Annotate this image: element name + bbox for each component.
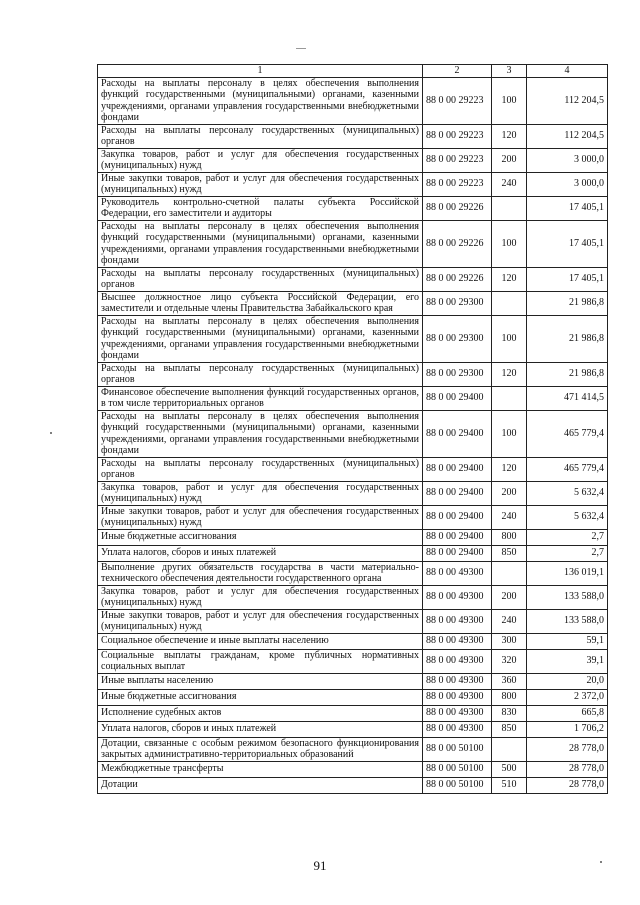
row-vr-cell: 200	[492, 585, 527, 609]
row-code-cell: 88 0 00 29226	[423, 196, 492, 220]
table-row	[98, 585, 608, 609]
row-amount-cell: 133 588,0	[527, 585, 608, 609]
row-code-cell: 88 0 00 29226	[423, 220, 492, 267]
row-amount-cell: 3 000,0	[527, 172, 608, 196]
row-vr-cell: 100	[492, 77, 527, 124]
row-name-cell: Иные бюджетные ассигнования	[98, 689, 423, 705]
row-name-cell: Уплата налогов, сборов и иных платежей	[98, 545, 423, 561]
row-vr-cell	[492, 386, 527, 410]
row-amount-cell: 28 778,0	[527, 777, 608, 793]
table-row	[98, 649, 608, 673]
row-vr-cell: 240	[492, 609, 527, 633]
row-vr-cell: 120	[492, 457, 527, 481]
row-name-cell: Иные закупки товаров, работ и услуг для обеспечения государственных (муниципальных) нужд	[98, 172, 423, 196]
header-col-amount: 4	[527, 65, 608, 78]
row-vr-cell	[492, 737, 527, 761]
row-code-cell: 88 0 00 29400	[423, 481, 492, 505]
row-name-cell: Иные закупки товаров, работ и услуг для обеспечения государственных (муниципальных) нужд	[98, 505, 423, 529]
row-amount-cell: 21 986,8	[527, 291, 608, 315]
row-code-cell: 88 0 00 50100	[423, 777, 492, 793]
table-row	[98, 481, 608, 505]
row-code-cell: 88 0 00 49300	[423, 609, 492, 633]
row-name-cell: Расходы на выплаты персоналу в целях обеспечения выполнения функций государственными (муниципальными) органами, казенными учреждениями, органами управления государственными внебюджетными фондами	[98, 77, 423, 124]
row-code-cell: 88 0 00 29300	[423, 362, 492, 386]
row-amount-cell: 2 372,0	[527, 689, 608, 705]
row-vr-cell: 240	[492, 172, 527, 196]
table-row	[98, 410, 608, 457]
row-vr-cell: 100	[492, 410, 527, 457]
table-row	[98, 673, 608, 689]
scan-mark	[296, 48, 306, 49]
row-name-cell: Закупка товаров, работ и услуг для обеспечения государственных (муниципальных) нужд	[98, 481, 423, 505]
table-row	[98, 77, 608, 124]
row-code-cell: 88 0 00 29400	[423, 505, 492, 529]
row-name-cell: Дотации	[98, 777, 423, 793]
row-vr-cell: 100	[492, 315, 527, 362]
header-col-name: 1	[98, 65, 423, 78]
scan-speck	[50, 432, 52, 434]
row-amount-cell: 21 986,8	[527, 362, 608, 386]
row-amount-cell: 39,1	[527, 649, 608, 673]
table-row	[98, 362, 608, 386]
row-code-cell: 88 0 00 50100	[423, 761, 492, 777]
row-name-cell: Расходы на выплаты персоналу в целях обеспечения выполнения функций государственными (муниципальными) органами, казенными учреждениями, органами управления государственными внебюджетными фондами	[98, 220, 423, 267]
table-row	[98, 386, 608, 410]
row-name-cell: Иные выплаты населению	[98, 673, 423, 689]
row-name-cell: Расходы на выплаты персоналу в целях обеспечения выполнения функций государственными (муниципальными) органами, казенными учреждениями, органами управления государственными внебюджетными фондами	[98, 315, 423, 362]
page-number: 91	[313, 858, 327, 873]
row-code-cell: 88 0 00 29400	[423, 529, 492, 545]
row-code-cell: 88 0 00 49300	[423, 561, 492, 585]
row-vr-cell: 120	[492, 267, 527, 291]
row-amount-cell: 28 778,0	[527, 737, 608, 761]
row-amount-cell: 2,7	[527, 545, 608, 561]
row-name-cell: Уплата налогов, сборов и иных платежей	[98, 721, 423, 737]
table-row	[98, 705, 608, 721]
table-row	[98, 561, 608, 585]
row-code-cell: 88 0 00 29226	[423, 267, 492, 291]
row-vr-cell: 850	[492, 721, 527, 737]
table-row	[98, 505, 608, 529]
table-row	[98, 172, 608, 196]
budget-table	[97, 64, 608, 794]
row-name-cell: Социальное обеспечение и иные выплаты населению	[98, 633, 423, 649]
row-name-cell: Социальные выплаты гражданам, кроме публичных нормативных социальных выплат	[98, 649, 423, 673]
table-row	[98, 609, 608, 633]
row-name-cell: Закупка товаров, работ и услуг для обеспечения государственных (муниципальных) нужд	[98, 148, 423, 172]
row-vr-cell: 360	[492, 673, 527, 689]
table-row	[98, 545, 608, 561]
row-code-cell: 88 0 00 29300	[423, 315, 492, 362]
row-amount-cell: 17 405,1	[527, 220, 608, 267]
row-name-cell: Расходы на выплаты персоналу в целях обеспечения выполнения функций государственными (муниципальными) органами, казенными учреждениями, органами управления государственными внебюджетными фондами	[98, 410, 423, 457]
row-amount-cell: 465 779,4	[527, 457, 608, 481]
row-vr-cell: 120	[492, 362, 527, 386]
row-amount-cell: 28 778,0	[527, 761, 608, 777]
row-vr-cell: 500	[492, 761, 527, 777]
row-code-cell: 88 0 00 49300	[423, 673, 492, 689]
row-vr-cell: 800	[492, 529, 527, 545]
row-amount-cell: 1 706,2	[527, 721, 608, 737]
row-code-cell: 88 0 00 29223	[423, 148, 492, 172]
row-name-cell: Расходы на выплаты персоналу государственных (муниципальных) органов	[98, 457, 423, 481]
row-amount-cell: 471 414,5	[527, 386, 608, 410]
row-name-cell: Иные закупки товаров, работ и услуг для обеспечения государственных (муниципальных) нужд	[98, 609, 423, 633]
row-vr-cell: 120	[492, 124, 527, 148]
row-vr-cell: 850	[492, 545, 527, 561]
table-row	[98, 737, 608, 761]
row-name-cell: Высшее должностное лицо субъекта Российской Федерации, его заместители и отдельные члены Правительства Забайкальского края	[98, 291, 423, 315]
header-col-vr: 3	[492, 65, 527, 78]
row-name-cell: Закупка товаров, работ и услуг для обеспечения государственных (муниципальных) нужд	[98, 585, 423, 609]
row-amount-cell: 665,8	[527, 705, 608, 721]
row-vr-cell: 320	[492, 649, 527, 673]
row-vr-cell: 100	[492, 220, 527, 267]
table-body	[98, 77, 608, 793]
row-amount-cell: 2,7	[527, 529, 608, 545]
row-name-cell: Расходы на выплаты персоналу государственных (муниципальных) органов	[98, 267, 423, 291]
row-vr-cell: 830	[492, 705, 527, 721]
table-row	[98, 220, 608, 267]
row-amount-cell: 59,1	[527, 633, 608, 649]
row-name-cell: Выполнение других обязательств государства в части материально-технического обеспечения деятельности государственного органа	[98, 561, 423, 585]
table-row	[98, 777, 608, 793]
row-name-cell: Расходы на выплаты персоналу государственных (муниципальных) органов	[98, 124, 423, 148]
row-amount-cell: 21 986,8	[527, 315, 608, 362]
row-code-cell: 88 0 00 29400	[423, 410, 492, 457]
table-row	[98, 721, 608, 737]
row-vr-cell: 240	[492, 505, 527, 529]
row-amount-cell: 112 204,5	[527, 124, 608, 148]
row-amount-cell: 3 000,0	[527, 148, 608, 172]
row-amount-cell: 17 405,1	[527, 196, 608, 220]
row-name-cell: Финансовое обеспечение выполнения функций государственных органов, в том числе территориальных органов	[98, 386, 423, 410]
table-row	[98, 457, 608, 481]
row-code-cell: 88 0 00 49300	[423, 721, 492, 737]
row-name-cell: Иные бюджетные ассигнования	[98, 529, 423, 545]
row-code-cell: 88 0 00 49300	[423, 689, 492, 705]
row-code-cell: 88 0 00 29400	[423, 457, 492, 481]
row-name-cell: Исполнение судебных актов	[98, 705, 423, 721]
row-amount-cell: 465 779,4	[527, 410, 608, 457]
row-name-cell: Дотации, связанные с особым режимом безопасного функционирования закрытых административно-территориальных образований	[98, 737, 423, 761]
header-col-code: 2	[423, 65, 492, 78]
row-code-cell: 88 0 00 29300	[423, 291, 492, 315]
table-row	[98, 761, 608, 777]
table-row	[98, 124, 608, 148]
table-header	[98, 65, 608, 78]
table-row	[98, 267, 608, 291]
row-vr-cell: 800	[492, 689, 527, 705]
header-row	[98, 65, 608, 78]
row-code-cell: 88 0 00 29400	[423, 545, 492, 561]
row-code-cell: 88 0 00 50100	[423, 737, 492, 761]
row-amount-cell: 112 204,5	[527, 77, 608, 124]
row-code-cell: 88 0 00 49300	[423, 649, 492, 673]
table-row	[98, 196, 608, 220]
row-code-cell: 88 0 00 29223	[423, 124, 492, 148]
row-code-cell: 88 0 00 49300	[423, 585, 492, 609]
row-name-cell: Межбюджетные трансферты	[98, 761, 423, 777]
row-amount-cell: 133 588,0	[527, 609, 608, 633]
row-amount-cell: 5 632,4	[527, 481, 608, 505]
row-name-cell: Руководитель контрольно-счетной палаты субъекта Российской Федерации, его заместители и аудиторы	[98, 196, 423, 220]
table-row	[98, 148, 608, 172]
row-name-cell: Расходы на выплаты персоналу государственных (муниципальных) органов	[98, 362, 423, 386]
row-vr-cell: 510	[492, 777, 527, 793]
table-row	[98, 689, 608, 705]
table-row	[98, 529, 608, 545]
row-code-cell: 88 0 00 49300	[423, 705, 492, 721]
row-vr-cell	[492, 291, 527, 315]
row-amount-cell: 5 632,4	[527, 505, 608, 529]
row-code-cell: 88 0 00 49300	[423, 633, 492, 649]
row-vr-cell	[492, 196, 527, 220]
row-code-cell: 88 0 00 29223	[423, 77, 492, 124]
table-row	[98, 291, 608, 315]
row-amount-cell: 20,0	[527, 673, 608, 689]
row-vr-cell: 200	[492, 481, 527, 505]
row-code-cell: 88 0 00 29400	[423, 386, 492, 410]
row-code-cell: 88 0 00 29223	[423, 172, 492, 196]
table-row	[98, 633, 608, 649]
row-vr-cell: 200	[492, 148, 527, 172]
row-amount-cell: 136 019,1	[527, 561, 608, 585]
table-row	[98, 315, 608, 362]
row-amount-cell: 17 405,1	[527, 267, 608, 291]
row-vr-cell	[492, 561, 527, 585]
row-vr-cell: 300	[492, 633, 527, 649]
